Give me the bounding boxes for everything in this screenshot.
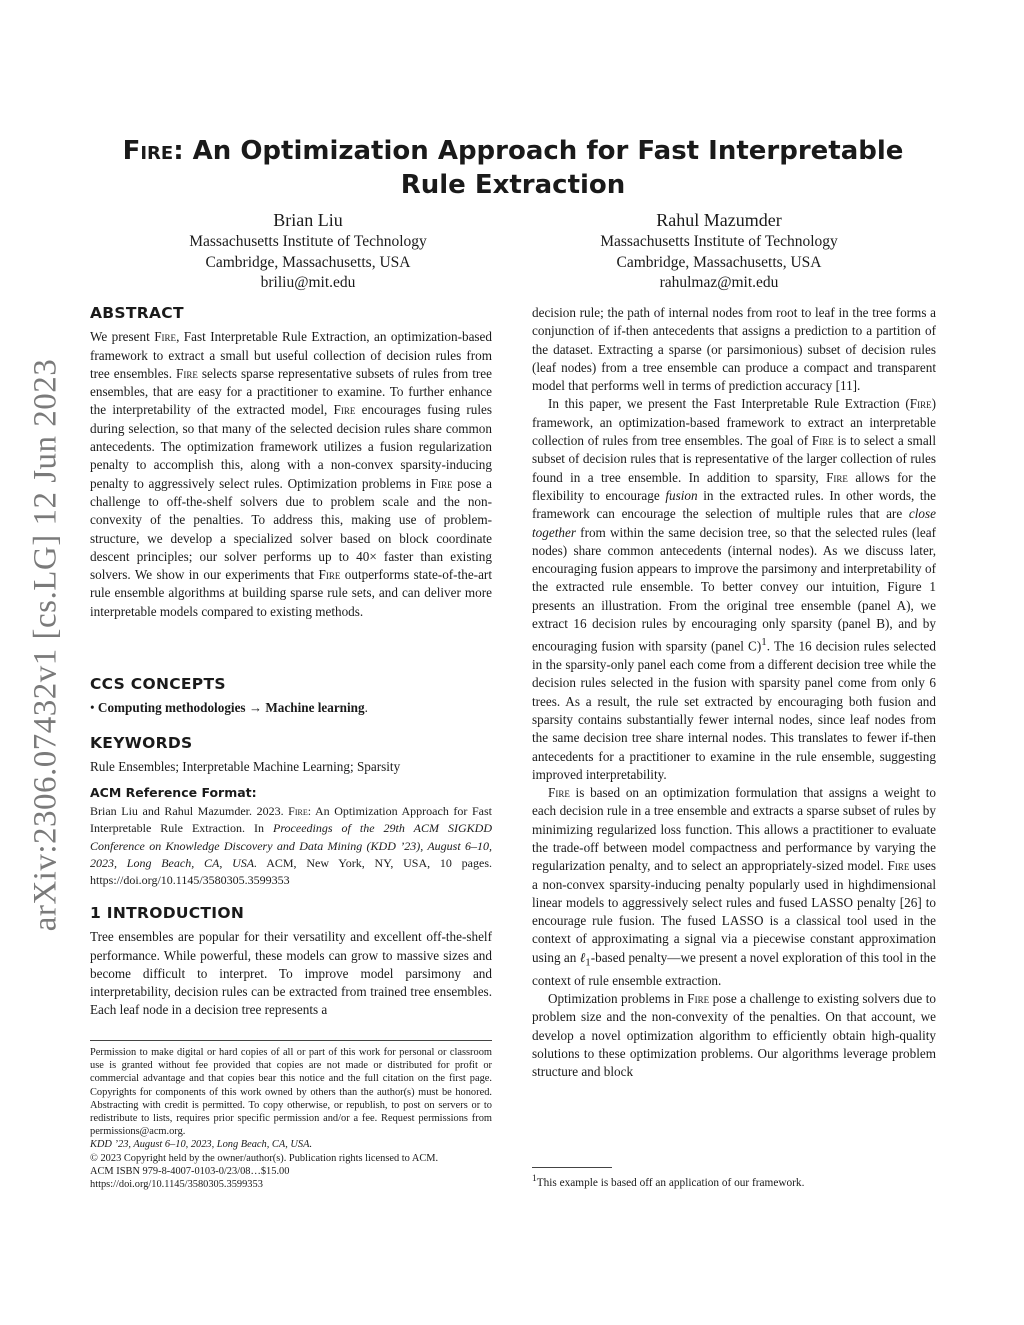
arxiv-identifier: arXiv:2306.07432v1 [cs.LG] 12 Jun 2023 — [27, 358, 64, 932]
author-name: Brian Liu — [273, 210, 343, 230]
paragraph: In this paper, we present the Fast Interpretable Rule Extraction (Fire) framework, an optimization-based framework to extract an interpretable collection of rules from tree ensembles. The goal of Fire is to select a small subset of decision rules that is representative of the larger collection of rules found in a tree ensemble. In addition to sparsity, Fire allows for the flexibility to encourage fusion in the extracted rules. In other words, the framework can encourage the selection of multiple rules that are close together from within the same decision tree, so that the selected rules (leaf nodes) share common antecedents (internal nodes). As we discuss later, encouraging fusion appears to improve the parsimony and interpretability of the extracted rule ensemble. To better convey our intuition, Figure 1 presents an illustration. From the original tree ensemble (panel A), we extract 16 decision rules by encouraging only sparsity (panel B), and by encouraging fusion with sparsity (panel C)$^1$. The 16 decision rules selected in the sparsity-only panel each come from a different decision tree while the decision rules selected in the fusion with sparsity panel come from only 6 trees. As a result, the rule set extracted by encouraging both fusion and sparsity contains substantially fewer internal nodes, since leaf nodes from the same decision tree share internal nodes. This translates to fewer if-then antecedents for a practitioner to examine in the rule ensemble, suggesting improved interpretability. — [532, 396, 936, 782]
author-name: Rahul Mazumder — [656, 210, 782, 230]
ccs-item: • Computing methodologies → Machine learning. — [90, 700, 368, 716]
acm-reference-heading: ACM Reference Format: — [90, 785, 257, 800]
introduction-section — [90, 904, 492, 1020]
author-location: Cambridge, Massachusetts, USA — [616, 253, 822, 271]
isbn-line: ACM ISBN 979-8-4007-0103-0/23/08…$15.00 — [90, 1165, 290, 1177]
keywords-text: Rule Ensembles; Interpretable Machine Learning; Sparsity — [90, 759, 401, 775]
paragraph: decision rule; the path of internal nodes from root to leaf in the tree forms a conjunction of if-then antecedents that assigns a prediction to a partition of the dataset. Extracting a sparse (or parsimonious) subset of decision rules (leaf nodes) from a tree ensemble can produce a compact and transparent model that performs well in terms of prediction accuracy [11]. — [532, 305, 936, 394]
paper-title: Fire: An Optimization Approach for Fast Interpretable Rule Extraction — [122, 136, 904, 200]
keywords-heading: KEYWORDS — [90, 734, 193, 752]
ccs-heading: CCS CONCEPTS — [90, 675, 226, 693]
author-location: Cambridge, Massachusetts, USA — [205, 253, 411, 271]
paragraph: Fire is based on an optimization formulation that assigns a weight to each decision rule in a tree ensemble and extracts a sparse subset of rules by minimizing regularized loss function. This allows a practitioner to evaluate the trade-off between model compactness and performance by varying the regularization penalty, and to select an appropriately-sized model. Fire uses a non-convex sparsity-inducing penalty popularly used in highdimensional linear models to aggressively select rules and fused LASSO penalty [26] to encourage rule fusion. The fused LASSO is a classical tool used in the context of approximating a signal via a piecewise constant approximation using an ℓ$_1$-based penalty—we present a novel exploration of this tool in the context of rule ensemble extraction. — [532, 785, 936, 988]
author-block — [98, 208, 518, 294]
abstract-section — [90, 304, 492, 621]
author-email: rahulmaz@mit.edu — [659, 274, 779, 291]
permission-block — [90, 1046, 492, 1191]
footnote-marker[interactable]: 1 — [761, 636, 767, 649]
keywords-section — [90, 734, 492, 777]
copyright-line: © 2023 Copyright held by the owner/author(s). Publication rights licensed to ACM. — [90, 1152, 439, 1164]
conference-line: KDD ’23, August 6–10, 2023, Long Beach, CA, USA. — [90, 1139, 313, 1151]
permission-text: Permission to make digital or hard copies of all or part of this work for personal or classroom use is granted without fee provided that copies are not made or distributed for profit or commercial advantage and that copies bear this notice and the full citation on the first page. Copyrights for components of this work owned by others than the author(s) must be honored. Abstracting with credit is permitted. To copy otherwise, or republish, to post on servers or to redistribute to lists, requires prior specific permission and/or a fee. Request permissions from permissions@acm.org. — [90, 1047, 492, 1138]
author-affiliation: Massachusetts Institute of Technology — [189, 233, 427, 250]
abstract-heading: ABSTRACT — [90, 304, 184, 322]
abstract-text: We present Fire, Fast Interpretable Rule Extraction, an optimization-based framework to extract a small but useful collection of decision rules from tree ensembles. Fire selects sparse representative subsets of rules from tree ensembles, that are easy for a practitioner to examine. To further enhance the interpretability of the extracted model, Fire encourages fusing rules during selection, so that many of the selected decision rules share common antecedents. The optimization framework utilizes a fusion regularization penalty to accomplish this, along with a non-convex sparsity-inducing penalty to aggressively select rules. Optimization problems in Fire pose a challenge to off-the-shelf solvers due to problem scale and the non-convexity of the penalties. To address this, making use of problem-structure, we develop a specialized solver based on block coordinate descent principles; our solver performs up to 40× faster than existing solvers. We show in our experiments that Fire outperforms state-of-the-art rule ensemble algorithms at building sparse rule sets, and can deliver more interpretable models compared to existing methods. — [90, 329, 493, 619]
introduction-heading: 1 INTRODUCTION — [90, 904, 245, 922]
introduction-paragraph: Tree ensembles are popular for their versatility and excellent off-the-shelf performance. While powerful, these models can grow to massive sizes and become difficult to interpret. To improve model parsimony and interpretability, decision rules can be extracted from trained tree ensembles. Each leaf node in a decision tree represents a — [90, 929, 492, 1018]
doi-link[interactable]: https://doi.org/10.1145/3580305.3599353 — [90, 1179, 263, 1191]
right-column-body — [532, 304, 936, 1082]
author-block — [509, 208, 929, 294]
acm-reference-text: Brian Liu and Rahul Mazumder. 2023. Fire: An Optimization Approach for Fast Interpretable Rule Extraction. In Proceedings of the 29th ACM SIGKDD Conference on Knowledge Discovery and Data Mining (KDD ’23), August 6–10, 2023, Long Beach, CA, USA. ACM, New York, NY, USA, 10 pages. https://doi.org/10.1145/3580305.3599353 — [90, 804, 493, 888]
footnote: $^1$This example is based off an application of our framework. — [532, 1174, 805, 1189]
author-affiliation: Massachusetts Institute of Technology — [600, 233, 838, 250]
ccs-section — [90, 675, 492, 718]
footnote-rule — [90, 1040, 492, 1041]
acm-reference — [90, 784, 492, 889]
paragraph: Optimization problems in Fire pose a challenge to existing solvers due to problem size and the non-convexity of the penalties. On that account, we develop a novel optimization algorithm to efficiently obtain high-quality solutions to these optimization problems. Our algorithms leverage problem structure and block — [532, 991, 936, 1080]
footnote-rule — [532, 1167, 612, 1168]
author-email: briliu@mit.edu — [260, 274, 356, 291]
